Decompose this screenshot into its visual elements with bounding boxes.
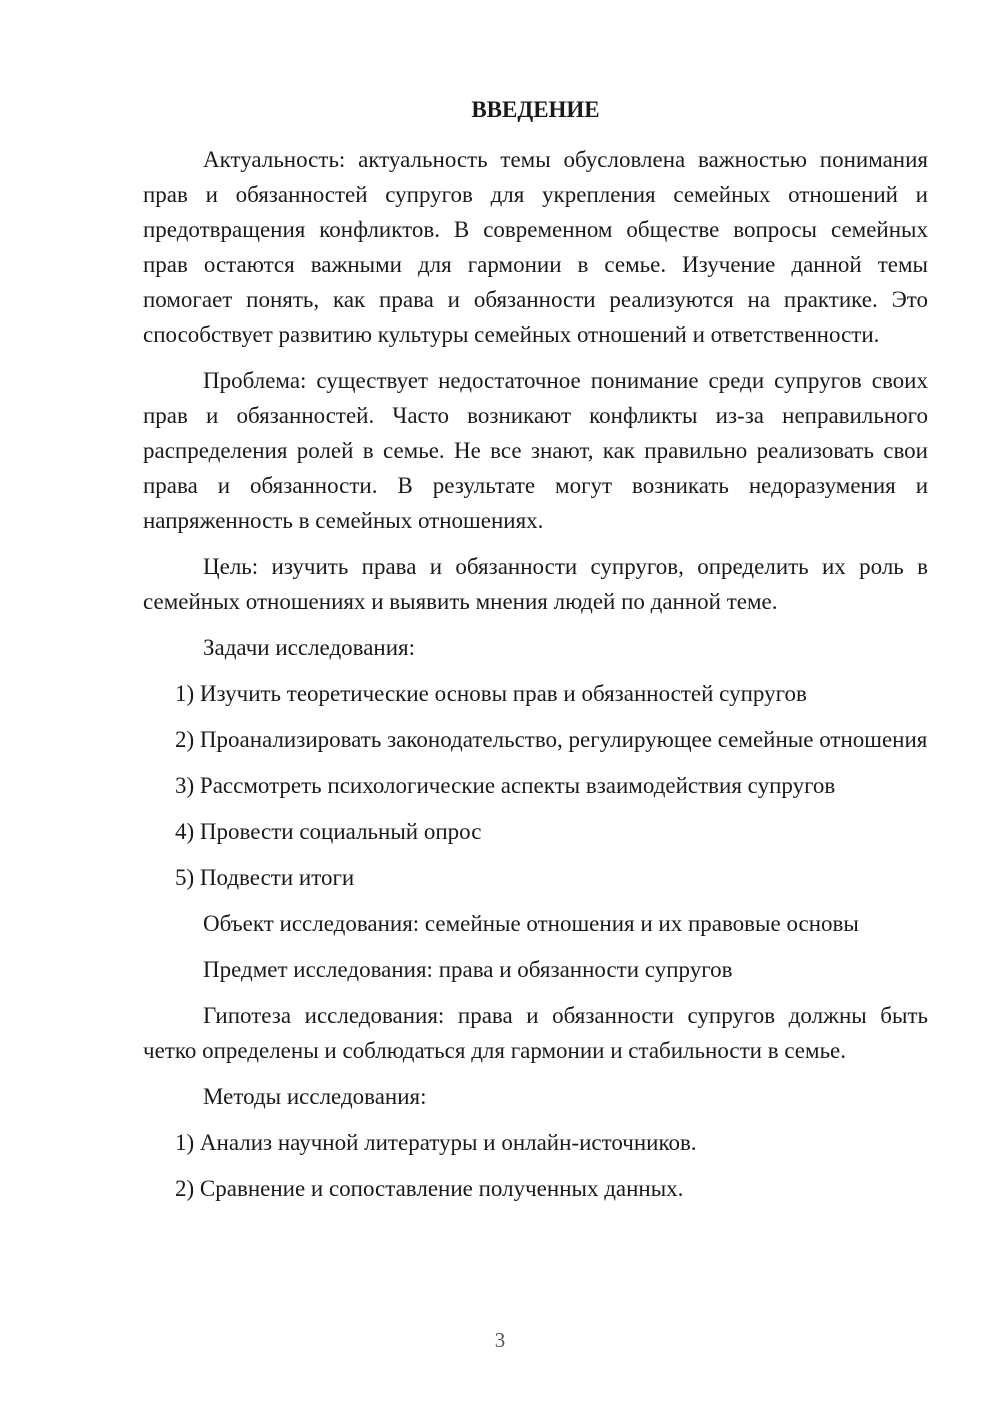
task-item: 2) Проанализировать законодательство, регулирующее семейные отношения	[175, 727, 928, 752]
task-item: 5) Подвести итоги	[175, 865, 355, 890]
problem-paragraph: Проблема: существует недостаточное понимание среди супругов своих прав и обязанностей. Часто возникают конфликты из-за неправильного распределения ролей в семье. Не все знают, как правильно реализовать свои права и обязанности. В результате могут возникать недоразумения и напряженность в семейных отношениях.	[143, 368, 928, 533]
method-item: 1) Анализ научной литературы и онлайн-источников.	[175, 1130, 697, 1155]
tasks-title: Задачи исследования:	[203, 635, 416, 660]
page-number: 3	[494, 1328, 506, 1352]
document-page	[143, 92, 928, 1217]
task-item: 1) Изучить теоретические основы прав и обязанностей супругов	[175, 681, 807, 706]
goal-paragraph: Цель: изучить права и обязанности супругов, определить их роль в семейных отношениях и выявить мнения людей по данной теме.	[143, 554, 928, 614]
task-item: 4) Провести социальный опрос	[175, 819, 482, 844]
research-object: Объект исследования: семейные отношения и их правовые основы	[203, 911, 859, 936]
methods-title: Методы исследования:	[203, 1084, 427, 1109]
method-item: 2) Сравнение и сопоставление полученных данных.	[175, 1176, 684, 1201]
task-item: 3) Рассмотреть психологические аспекты взаимодействия супругов	[175, 773, 836, 798]
section-heading: ВВЕДЕНИЕ	[471, 97, 600, 122]
relevance-paragraph: Актуальность: актуальность темы обусловлена важностью понимания прав и обязанностей супругов для укрепления семейных отношений и предотвращения конфликтов. В современном обществе вопросы семейных прав остаются важными для гармонии в семье. Изучение данной темы помогает понять, как права и обязанности реализуются на практике. Это способствует развитию культуры семейных отношений и ответственности.	[143, 147, 928, 347]
research-hypothesis: Гипотеза исследования: права и обязанности супругов должны быть четко определены и соблюдаться для гармонии и стабильности в семье.	[143, 1003, 928, 1063]
research-subject: Предмет исследования: права и обязанности супругов	[203, 957, 733, 982]
